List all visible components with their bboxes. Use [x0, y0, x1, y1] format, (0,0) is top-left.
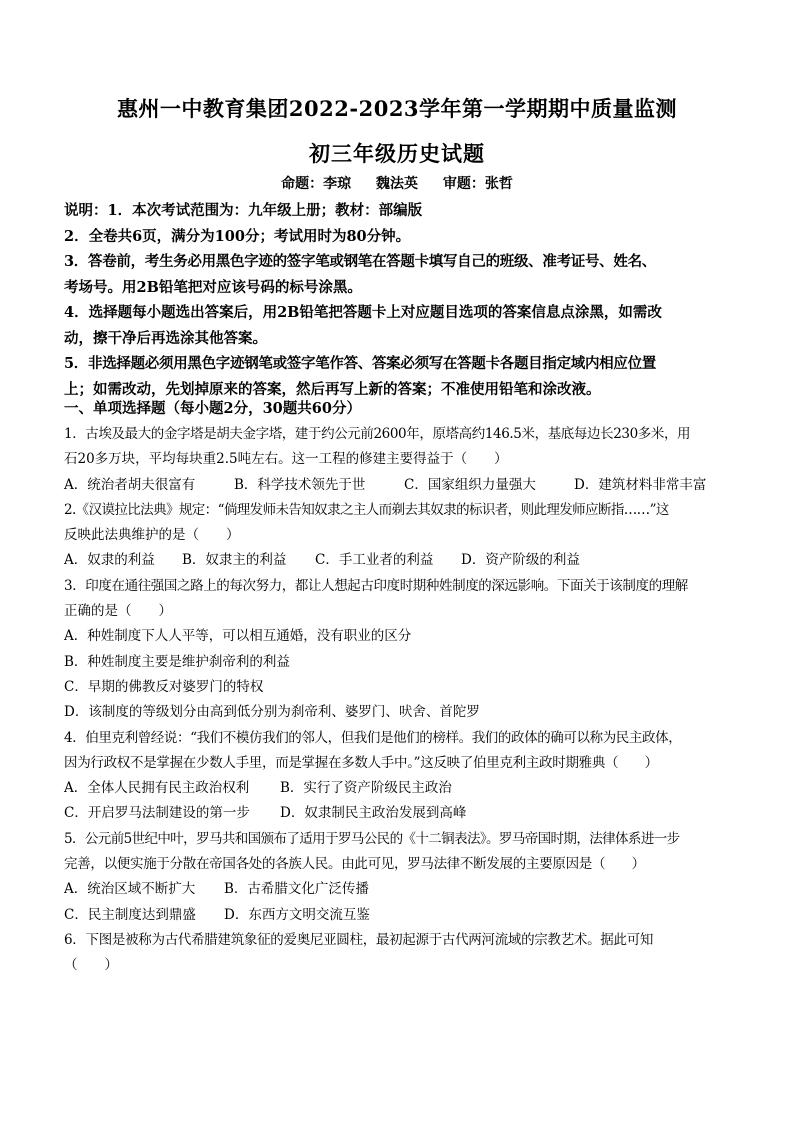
- instruction-line: 3．答卷前，考生务必用黑色字迹的签字笔或钢笔在答题卡填写自己的班级、准考证号、姓名、: [64, 253, 656, 270]
- setter-name: 命题：李琼: [281, 176, 352, 192]
- option-c: C．手工业者的利益: [315, 552, 434, 569]
- option-c: C．民主制度达到鼎盛: [64, 906, 196, 923]
- option-d: D．建筑材料非常丰富: [574, 476, 707, 493]
- question-1-options: [64, 473, 744, 498]
- option-a: A．奴隶的利益: [64, 552, 155, 569]
- instruction-line: 说明：1．本次考试范围为：九年级上册；教材：部编版: [64, 202, 423, 219]
- question-1-stem-cont: 石20多万块，平均每块重2.5吨左右。这一工程的修建主要得益于（ ）: [64, 451, 508, 468]
- section-title: 一、单项选择题（每小题2分，30题共60分）: [64, 400, 361, 417]
- instruction-line: 动，擦干净后再选涂其他答案。: [64, 329, 267, 347]
- option-c: C．早期的佛教反对婆罗门的特权: [64, 678, 264, 695]
- question-5-stem: 5．公元前5世纪中叶，罗马共和国颁布了适用于罗马公民的《十二铜表法》。罗马帝国时期，法律体系进一步: [64, 830, 680, 847]
- option-b: B．实行了资产阶级民主政治: [280, 780, 452, 797]
- question-1-stem: 1．古埃及最大的金字塔是胡夫金字塔，建于约公元前2600年，原塔高约146.5米，基底每边长230多米，用: [64, 426, 691, 442]
- option-d: D．东西方文明交流互鉴: [224, 906, 370, 923]
- question-4-options-2: [64, 801, 744, 826]
- option-d: D．资产阶级的利益: [461, 552, 580, 569]
- option-b: B．奴隶主的利益: [182, 552, 287, 569]
- exam-subtitle: 初三年级历史试题: [309, 141, 485, 166]
- option-c: C．国家组织力量强大: [404, 476, 536, 493]
- option-c: C．开启罗马法制建设的第一步: [64, 805, 250, 822]
- question-5-options-1: [64, 877, 744, 902]
- question-4-stem-cont: 因为行政权不是掌握在少数人手里，而是掌握在多数人手中。”这反映了伯里克利主政时期雅典（ ）: [64, 754, 658, 771]
- question-list: [64, 422, 744, 979]
- reviewer-name: 审题：张哲: [442, 176, 513, 192]
- setter-name-2: 魏法英: [376, 176, 418, 192]
- question-5-stem-cont: 完善，以便实施于分散在帝国各处的各族人民。由此可见，罗马法律不断发展的主要原因是（ ）: [64, 856, 645, 873]
- question-6-stem: 6．下图是被称为古代希腊建筑象征的爱奥尼亚圆柱，最初起源于古代两河流域的宗教艺术。据此可知: [64, 931, 654, 948]
- instruction-line: 上；如需改动，先划掉原来的答案，然后再写上新的答案；不准使用铅笔和涂改液。: [64, 380, 601, 398]
- question-4-options-1: [64, 776, 744, 801]
- instructions: [64, 198, 744, 402]
- question-2-stem-cont: 反映此法典维护的是（ ）: [64, 527, 240, 544]
- option-b: B．古希腊文化广泛传播: [224, 881, 369, 898]
- instruction-line: 4．选择题每小题选出答案后，用2B铅笔把答题卡上对应题目选项的答案信息点涂黑，如需改: [64, 304, 662, 321]
- question-6-stem-cont: （ ）: [64, 957, 118, 974]
- question-3-stem-cont: 正确的是（ ）: [64, 603, 172, 620]
- instruction-line: 考场号。用2B铅笔把对应该号码的标号涂黑。: [64, 278, 362, 296]
- option-d: D．该制度的等级划分由高到低分别为刹帝利、婆罗门、吠舍、首陀罗: [64, 704, 480, 721]
- option-a: A．全体人民拥有民主政治权利: [64, 780, 250, 797]
- question-2-options: [64, 548, 744, 573]
- option-a: A．统治区域不断扩大: [64, 881, 196, 898]
- authors-line: [0, 173, 794, 193]
- question-5-options-2: [64, 903, 744, 928]
- option-d: D．奴隶制民主政治发展到高峰: [280, 805, 467, 822]
- question-2-stem: 2.《汉谟拉比法典》规定：“倘理发师未告知奴隶之主人而剃去其奴隶的标识者，则此理发师应断指……”这: [64, 501, 669, 518]
- instruction-line: 2．全卷共6页，满分为100分；考试用时为80分钟。: [64, 227, 411, 245]
- option-a: A．种姓制度下人人平等，可以相互通婚，没有职业的区分: [64, 628, 412, 645]
- instruction-line: 5．非选择题必须用黑色字迹钢笔或签字笔作答、答案必须写在答题卡各题目指定域内相应位置: [64, 355, 656, 372]
- option-b: B．科学技术领先于世: [234, 476, 366, 493]
- option-b: B．种姓制度主要是维护刹帝利的利益: [64, 653, 290, 670]
- question-3-stem: 3．印度在通往强国之路上的每次努力，都让人想起古印度时期种姓制度的深远影响。下面关于该制度的理解: [64, 577, 688, 594]
- question-4-stem: 4．伯里克利曾经说：“我们不模仿我们的邻人，但我们是他们的榜样。我们的政体的确可以称为民主政体，: [64, 729, 682, 746]
- exam-title: 惠州一中教育集团2022-2023学年第一学期期中质量监测: [116, 96, 678, 121]
- option-a: A．统治者胡夫很富有: [64, 476, 196, 493]
